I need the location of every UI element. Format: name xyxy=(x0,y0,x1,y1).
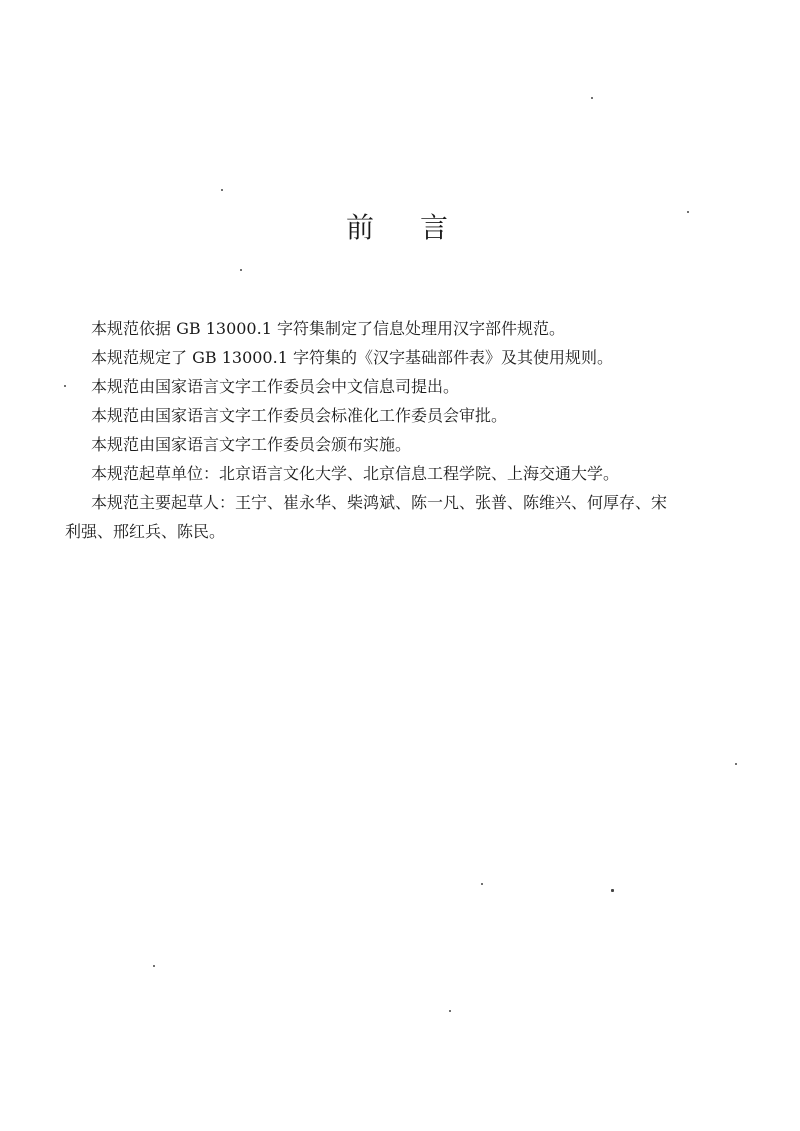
drafters-line-1: 本规范主要起草人：王宁、崔永华、柴鸿斌、陈一凡、张普、陈维兴、何厚存、宋 xyxy=(91,493,668,512)
scan-speck xyxy=(221,189,223,191)
scan-speck xyxy=(735,763,737,765)
paragraph-reviewer: 本规范由国家语言文字工作委员会标准化工作委员会审批。 xyxy=(91,406,508,425)
drafters-line-2: 利强、邢红兵、陈民。 xyxy=(65,522,226,541)
paragraph-drafting-units: 本规范起草单位：北京语言文化大学、北京信息工程学院、上海交通大学。 xyxy=(91,464,620,483)
paragraph-proposer: 本规范由国家语言文字工作委员会中文信息司提出。 xyxy=(91,377,460,396)
scan-speck xyxy=(64,385,66,387)
scan-speck xyxy=(611,889,614,892)
scan-speck xyxy=(240,269,242,271)
paragraph-drafters xyxy=(65,488,723,546)
preface-body xyxy=(65,314,723,546)
scan-speck xyxy=(449,1010,451,1012)
paragraph-publisher: 本规范由国家语言文字工作委员会颁布实施。 xyxy=(91,435,412,454)
page-title: 前言 xyxy=(345,211,494,244)
paragraph-basis: 本规范依据 GB 13000.1 字符集制定了信息处理用汉字部件规范。 xyxy=(91,319,565,338)
scan-speck xyxy=(591,97,593,99)
scan-speck xyxy=(153,965,155,967)
scan-speck xyxy=(687,211,689,213)
scan-speck xyxy=(481,883,483,885)
paragraph-scope: 本规范规定了 GB 13000.1 字符集的《汉字基础部件表》及其使用规则。 xyxy=(91,348,613,367)
